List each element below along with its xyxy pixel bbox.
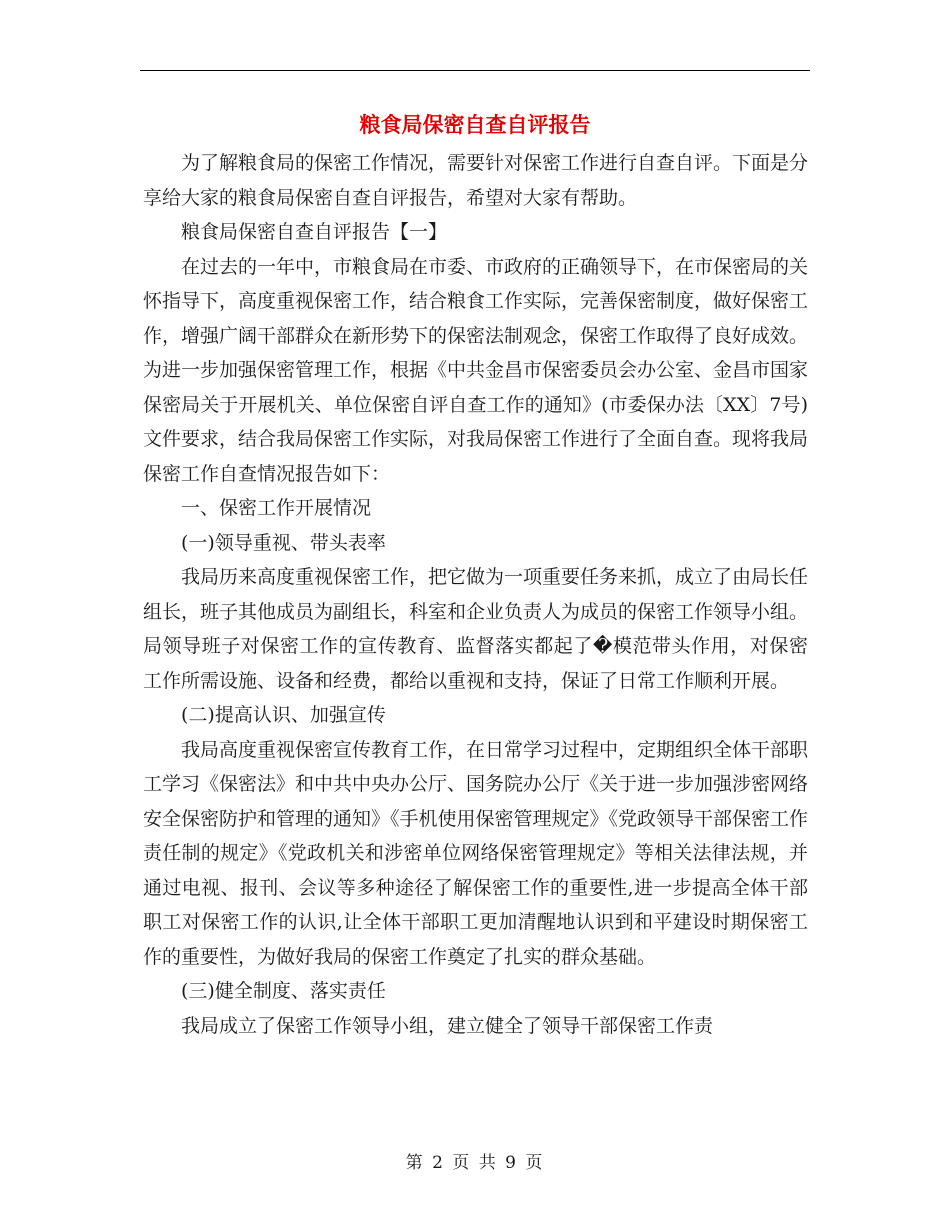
body-paragraph: 我局成立了保密工作领导小组，建立健全了领导干部保密工作责 xyxy=(181,1014,714,1037)
body-paragraph: 在过去的一年中，市粮食局在市委、市政府的正确领导下，在市保密局的关怀指导下，高度重视保密工作，结合粮食工作实际，完善保密制度，做好保密工作，增强广阔干部群众在新形势下的保密法制观念，保密工作取得了良好成效。为进一步加强保密管理工作，根据《中共金昌市保密委员会办公室、金昌市国家保密局关于开展机关、单位保密自评自查工作的通知》(市委保办法〔XX〕7号)文件要求，结合我局保密工作实际，对我局保密工作进行了全面自查。现将我局保密工作自查情况报告如下： xyxy=(143,255,809,485)
document-body xyxy=(143,146,808,1043)
body-paragraph: 我局高度重视保密宣传教育工作，在日常学习过程中，定期组织全体干部职工学习《保密法》和中共中央办公厅、国务院办公厅《关于进一步加强涉密网络安全保密防护和管理的通知》《手机使用保密管理规定》《党政领导干部保密工作责任制的规定》《党政机关和涉密单位网络保密管理规定》等相关法律法规，并通过电视、报刊、会议等多种途径了解保密工作的重要性,进一步提高全体干部职工对保密工作的认识,让全体干部职工更加清醒地认识到和平建设时期保密工作的重要性，为做好我局的保密工作奠定了扎实的群众基础。 xyxy=(143,738,809,968)
report-subtitle: 粮食局保密自查自评报告【一】 xyxy=(181,221,448,243)
section-heading: 一、保密工作开展情况 xyxy=(181,497,372,519)
page-number: 第 2 页 共 9 页 xyxy=(405,1153,545,1173)
body-paragraph: 我局历来高度重视保密工作，把它做为一项重要任务来抓，成立了由局长任组长，班子其他成员为副组长，科室和企业负责人为成员的保密工作领导小组。局领导班子对保密工作的宣传教育、监督落实都起了�模范带头作用，对保密工作所需设施、设备和经费，都给以重视和支持，保证了日常工作顺利开展。 xyxy=(143,566,809,692)
subsection-heading: (三)健全制度、落实责任 xyxy=(181,980,386,1002)
subsection-heading: (二)提高认识、加强宣传 xyxy=(181,704,386,726)
document-title: 粮食局保密自查自评报告 xyxy=(359,112,591,137)
intro-paragraph: 为了解粮食局的保密工作情况，需要针对保密工作进行自查自评。下面是分享给大家的粮食局保密自查自评报告，希望对大家有帮助。 xyxy=(143,152,809,209)
header-rule xyxy=(140,70,810,71)
subsection-heading: (一)领导重视、带头表率 xyxy=(181,531,386,554)
